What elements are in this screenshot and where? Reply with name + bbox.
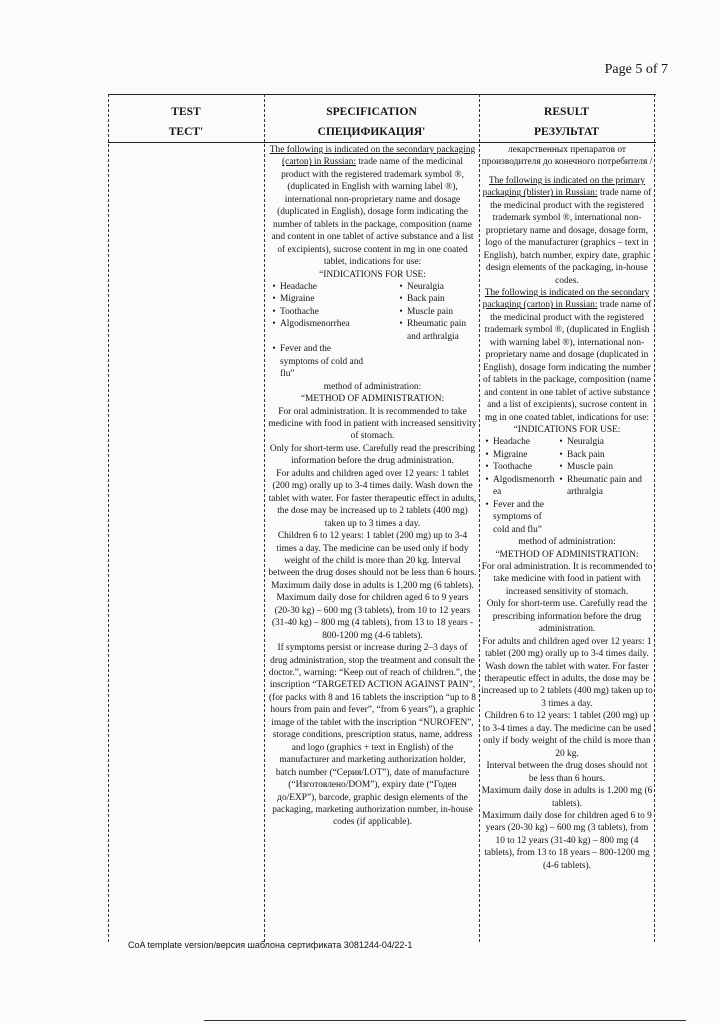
spec-short-term: Only for short-term use. Carefully read the prescribing information before the drug administration.	[269, 443, 476, 467]
header-result	[479, 102, 654, 142]
spec-intro-text: trade name of the medicinal product with the registered trademark symbol ®, (duplicated in English with warning label ®), international non-proprietary name and dosage (duplicated in English), dosage form indicating the number of tablets in the package, composition (name and content in one tablet of active substance and a list of excipients), sucrose content in mg in one coated tablet, indications for use:	[271, 157, 474, 268]
spec-indications-title: “INDICATIONS FOR USE:	[319, 269, 426, 280]
result-secondary	[481, 287, 653, 424]
spec-ind-algodismenorrhea: Algodismenorrhea	[280, 319, 350, 330]
header-test	[108, 102, 264, 142]
header-specification	[264, 102, 479, 142]
table-header-rule	[108, 142, 656, 143]
result-primary	[481, 175, 653, 287]
column-divider-right	[654, 94, 655, 942]
result-secondary-text: trade name of the medicinal product with the registered trademark symbol ®, (duplicated in English with warning label ®), international non-proprietary name and dosage (duplicated in English), dosage form indicating the number of tablets in the package, composition (name and content in one tablet of active substance and a list of excipients), sucrose content in mg in one coated tablet, indications for use:	[483, 300, 652, 423]
result-ind-muscle-pain: Muscle pain	[567, 462, 614, 473]
spec-ind-back-pain: Back pain	[407, 294, 445, 305]
spec-ind-muscle-pain: Muscle pain	[407, 306, 454, 317]
spec-method-intro: method of administration:	[323, 381, 422, 392]
result-short-term: Only for short-term use. Carefully read the prescribing information before the drug administration.	[486, 599, 648, 635]
result-indications-title: “INDICATIONS FOR USE:	[513, 424, 621, 435]
template-version-footer: CoA template version/версия шаблона сертификата 3081244-04/22-1	[128, 940, 413, 950]
spec-ind-rheumatic: Rheumatic pain and arthralgia	[407, 319, 467, 342]
result-oral: For oral administration. It is recommended to take medicine with food in patient with increased sensitivity of stomach.	[481, 561, 653, 597]
spec-ind-migraine: Migraine	[280, 294, 315, 305]
header-result-ru: РЕЗУЛЬТАТ	[534, 126, 599, 138]
spec-max-child: Maximum daily dose for children aged 6 to 9 years (20-30 kg) – 600 mg (3 tablets), from 10 to 12 years (31-40 kg) – 800 mg (4 tablets), from 13 to 18 years - 800-1200 mg (4-6 tablets).	[271, 593, 474, 641]
spec-indications-list: • Headache • Neuralgia • Migraine • Back pain • Toothache • Muscle pain • Algodismenorrhea • Rheumatic pain and arthralgia • Fever and the symptoms of cold and flu”	[268, 281, 477, 381]
column-divider-left	[108, 94, 109, 942]
result-column	[481, 144, 653, 872]
page-bottom-rule	[204, 1020, 686, 1021]
result-interval: Interval between the drug doses should not be less than 6 hours.	[486, 761, 648, 784]
page-number: Page 5 of 7	[604, 62, 668, 77]
header-test-en: TEST	[171, 106, 201, 118]
spec-ind-toothache: Toothache	[280, 306, 319, 317]
result-method-title: “METHOD OF ADMINISTRATION:	[495, 549, 639, 560]
table-top-rule	[108, 94, 656, 95]
result-ind-rheumatic: Rheumatic pain and arthralgia	[567, 474, 642, 498]
spec-ind-neuralgia: Neuralgia	[407, 281, 444, 292]
header-result-en: RESULT	[544, 106, 589, 118]
column-divider-test-spec	[264, 94, 265, 942]
spec-ind-headache: Headache	[280, 281, 317, 292]
result-ind-migraine: Migraine	[493, 449, 528, 460]
specification-table	[108, 94, 656, 942]
result-ind-neuralgia: Neuralgia	[567, 437, 604, 448]
result-max-child: Maximum daily dose for children aged 6 to 9 years (20-30 kg) – 600 mg (3 tablets), from 10 to 12 years (31-40 kg) – 800 mg (4 tablets), from 13 to 18 years – 800-1200 mg (4-6 tablets).	[482, 811, 652, 871]
spec-oral: For oral administration. It is recommended to take medicine with food in patient with increased sensitivity of stomach.	[268, 406, 477, 442]
header-spec-en: SPECIFICATION	[326, 106, 417, 118]
spec-persist: If symptoms persist or increase during 2–3 days of drug administration, stop the treatment and consult the doctor.”, warning: “Keep out of reach of children.”, the inscription “TARGETED ACTION AGAINST PAIN”, (for packs with 8 and 16 tablets the inscription “up to 8 hours from pain and fever”, “from 6 years”), a graphic image of the tablet with the inscription “NUROFEN”, storage conditions, prescription status, name, address and logo (graphics + text in English) of the manufacturer and marketing authorization holder,	[268, 643, 477, 766]
header-spec-ru: СПЕЦИФИКАЦИЯ'	[317, 126, 426, 138]
specification-column	[268, 144, 477, 829]
result-adults: For adults and children aged over 12 years: 1 tablet (200 mg) orally up to 3-4 times daily. Wash down the tablet with water. For faster therapeutic effect in adults, the dose may be increased up to 2 tablets (400 mg) taken up to 3 times a day.	[481, 636, 653, 709]
result-ind-toothache: Toothache	[493, 462, 532, 473]
result-primary-underlined: The following is indicated on the primary packaging (blister) in Russian:	[482, 175, 646, 199]
spec-method-title: “METHOD OF ADMINISTRATION:	[300, 394, 445, 405]
spec-intro	[268, 144, 477, 269]
result-ind-algodismenorrhea: Algodismenorrh ea	[493, 474, 555, 498]
result-secondary-underlined: The following is indicated on the secondary packaging (carton) in Russian:	[482, 287, 650, 311]
spec-intro-underlined: The following is indicated on the secondary packaging (carton) in Russian:	[269, 145, 476, 168]
spec-batch: batch number (“Серия/LOT”), date of manufacture (“Изготовлено/DOM”), expiry date (“Годен до/EXP”), barcode, graphic design elements of the packaging, marketing authorization number, in-house codes (if applicable).	[272, 767, 473, 828]
result-max-adult: Maximum daily dose in adults is 1.200 mg (6 tablets).	[481, 786, 653, 809]
result-ind-fever: Fever and the symptoms of cold and flu”	[493, 499, 545, 535]
result-ind-back-pain: Back pain	[567, 449, 605, 460]
spec-ind-fever: Fever and the symptoms of cold and flu”	[280, 344, 364, 380]
column-divider-spec-result	[479, 94, 480, 942]
result-continuation-ru: лекарственных препаратов от производителя до конечного потребителя /	[481, 145, 653, 168]
spec-children: Children 6 to 12 years: 1 tablet (200 mg) up to 3-4 times a day. The medicine can be used only if body weight of the child is more than 20 kg. Interval between the drug doses should not be less than 6 hours.	[268, 531, 477, 579]
spec-adults: For adults and children aged over 12 years: 1 tablet (200 mg) orally up to 3-4 times daily. Wash down the tablet with water. For faster therapeutic effect in adults, the dose may be increased up to 2 tablets (400 mg) taken up to 3 times a day.	[268, 468, 477, 529]
header-test-ru: ТЕСТ'	[168, 126, 204, 138]
result-ind-headache: Headache	[493, 437, 530, 448]
result-primary-text: trade name of the medicinal product with the registered trademark symbol ®, international non-proprietary name and dosage, dosage form, logo of the manufacturer (graphics – text in English), batch number, expiry date, graphic design elements of the packaging, in-house codes.	[483, 188, 652, 286]
result-indications-list: • Headache • Neuralgia • Migraine • Back pain • Toothache • Muscle pain • Algodismenorrh ea • Rheumatic pain and arthralgia • Fever and the symptoms of cold and flu”	[481, 436, 653, 536]
spec-max-adult: Maximum daily dose in adults is 1,200 mg (6 tablets).	[271, 580, 474, 591]
result-children: Children 6 to 12 years: 1 tablet (200 mg) up to 3-4 times a day. The medicine can be used only if body weight of the child is more than 20 kg.	[482, 711, 652, 759]
result-method-intro: method of administration:	[518, 537, 616, 548]
